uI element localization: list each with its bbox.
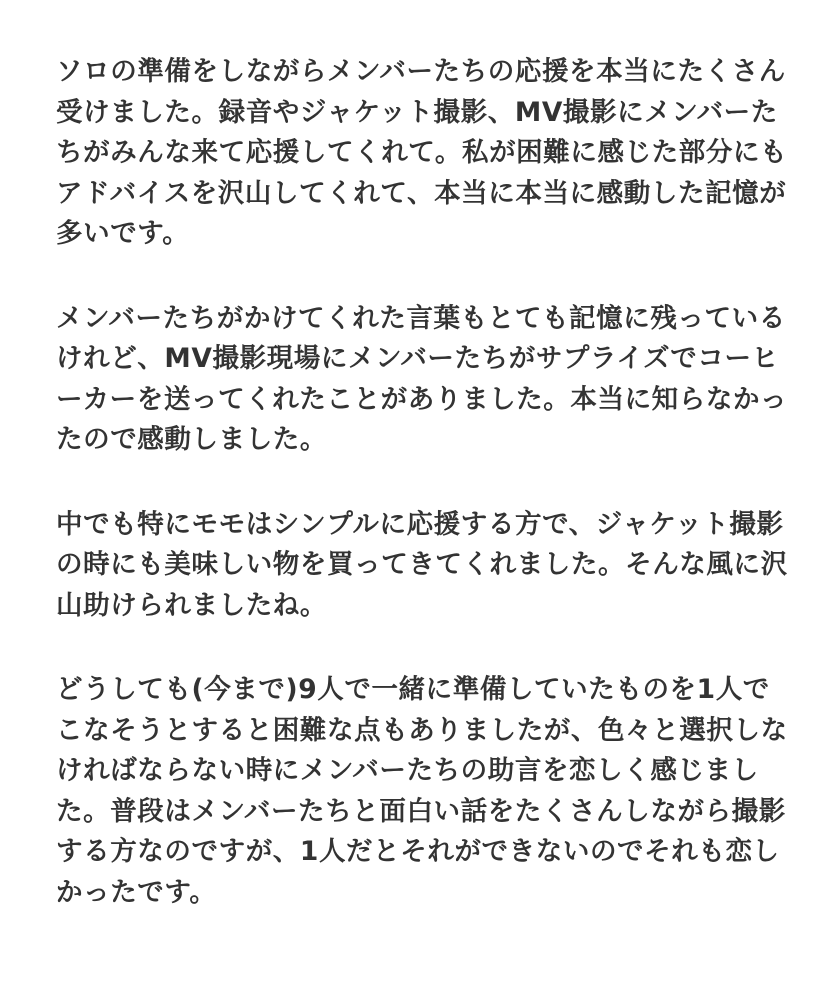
- text-line: ソロの準備をしながらメンバーたちの応援を本当にたくさん: [56, 56, 786, 87]
- text-line: かったです。: [56, 876, 217, 908]
- text-line: アドバイスを沢山してくれて、本当に本当に感動した記憶が: [56, 177, 787, 209]
- text-line: メンバーたちがかけてくれた言葉もとても記憶に残っている: [56, 302, 786, 334]
- text-line: た。普段はメンバーたちと面白い話をたくさんしながら撮影: [56, 795, 786, 827]
- paragraph-2: [56, 299, 788, 461]
- article-body: [56, 52, 788, 957]
- text-line: ーカーを送ってくれたことがありました。本当に知らなかっ: [56, 383, 788, 415]
- paragraph-3: [56, 505, 788, 627]
- text-line: けれど、MV撮影現場にメンバーたちがサプライズでコーヒ: [56, 343, 779, 374]
- paragraph-4: [56, 670, 788, 913]
- text-line: ければならない時にメンバーたちの助言を恋しく感じまし: [56, 755, 759, 786]
- paragraph-1: [56, 52, 788, 255]
- text-line: こなそうとすると困難な点もありましたが、色々と選択しな: [56, 714, 788, 746]
- text-line: たので感動しました。: [56, 424, 327, 455]
- text-line: どうしても(今まで)9人で一緒に準備していたものを1人で: [56, 674, 770, 705]
- text-line: 多いです。: [56, 218, 190, 249]
- text-line: の時にも美味しい物を買ってきてくれました。そんな風に沢: [56, 549, 788, 580]
- text-line: 中でも特にモモはシンプルに応援する方で、ジャケット撮影: [56, 508, 784, 540]
- text-line: ちがみんな来て応援してくれて。私が困難に感じた部分にも: [56, 137, 788, 168]
- text-line: する方なのですが、1人だとそれができないのでそれも恋し: [56, 836, 780, 867]
- text-line: 山助けられましたね。: [56, 589, 327, 621]
- text-line: 受けました。録音やジャケット撮影、MV撮影にメンバーた: [56, 96, 778, 128]
